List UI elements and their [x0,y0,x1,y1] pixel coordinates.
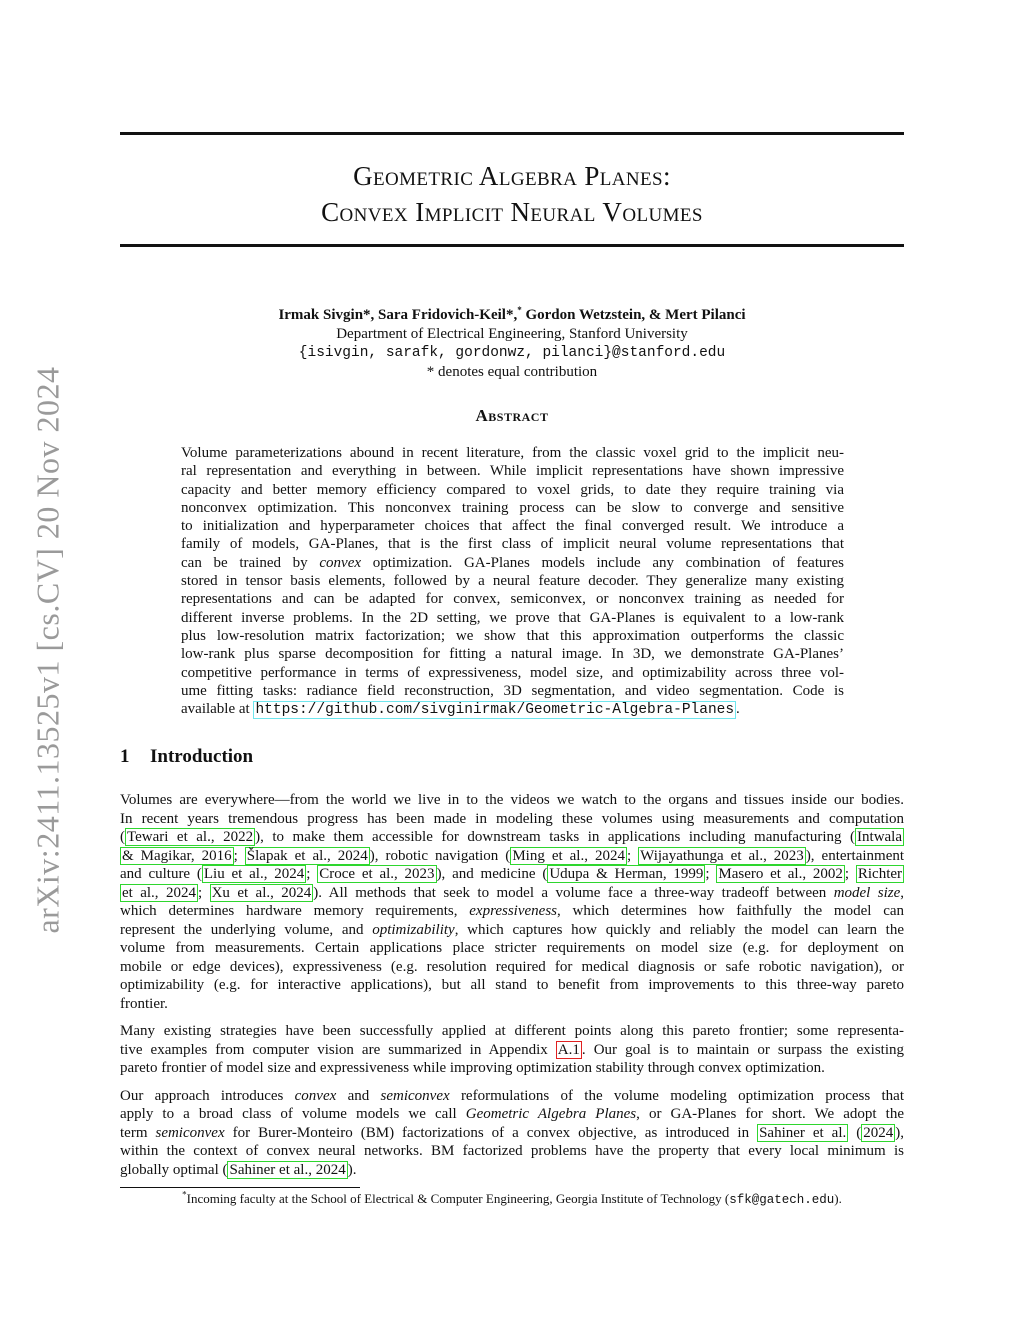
body-line: ( Tewari et al., 2022 ), to make them accessible for downstream tasks in applications including manufacturing ( Intwala [120,829,903,845]
footnote-text-end: ). [834,1191,842,1206]
abstract-line: ume fitting tasks: radiance field reconstruction, 3D segmentation, and video segmentation. Code is [181,682,844,699]
title-bottom-rule [120,244,904,247]
body-emphasis: optimizability [372,921,455,938]
citation-link[interactable]: Tewari et al., 2022 [127,829,254,845]
arxiv-identifier-stamp: arXiv:2411.13525v1 [cs.CV] 20 Nov 2024 [29,366,66,934]
body-line: and culture ( Liu et al., 2024 ; Croce et al., 2023 ), and medicine ( Udupa & Herman, 1999 ; Masero et al., 2002 ; Richter [120,866,903,882]
body-line: mobile or edge devices), expressiveness (e.g. resolution required for medical diagnosis or safe robotic navigation), or [120,958,904,975]
citation-link[interactable]: Ming et al., 2024 [512,847,625,864]
footnote-text: Incoming faculty at the School of Electrical & Computer Engineering, Georgia Institute of Technology ( [186,1191,730,1206]
title-line-2: Convex Implicit Neural Volumes [321,197,703,227]
abstract-text-fragment: . [736,701,740,718]
body-text-fragment: ). [347,1161,357,1178]
citation-link[interactable]: et al., 2024 [122,884,196,901]
body-line [120,1161,904,1180]
author-names-rest: Gordon Wetzstein, & Mert Pilanci [521,307,746,323]
body-text-fragment: , which determines how faithfully the model can [557,903,905,919]
citation-link[interactable]: Croce et al., 2023 [319,866,435,882]
body-line: Volumes are everywhere—from the world we live in to the videos we watch to the organs and tissues inside our bodies. [120,792,904,808]
body-text-fragment: apply to a broad class of volume models we call [120,1106,466,1122]
abstract-line: different inverse problems. In the 2D setting, we prove that GA-Planes is equivalent to a low-rank [181,609,844,626]
body-text-fragment: represent the underlying volume, and [120,921,373,938]
abstract-line: Volume parameterizations abound in recent literature, from the classic voxel grid to the implicit neu- [181,445,844,461]
citation-link[interactable]: Wijayathunga et al., 2023 [640,847,804,864]
citation-link[interactable]: Sahiner et al. [759,1124,847,1141]
body-text-fragment: , which captures how quickly and reliably the model can learn the [454,921,904,938]
body-emphasis: expressiveness [469,903,557,919]
abstract-text-fragment: available at [181,701,254,718]
body-line: In recent years tremendous progress has been made in modeling these volumes using measurements and computation [120,810,904,827]
email-domain: }@stanford.edu [603,345,726,361]
appendix-reference-link[interactable]: A.1 [557,1041,580,1058]
abstract-text-fragment: optimization. GA-Planes models include any combination of features [361,554,844,571]
section-title: Introduction [150,746,254,767]
body-line [120,921,904,940]
body-text-fragment: and culture ( [120,866,202,882]
body-line: pareto frontier of model size and expressiveness while improving optimization stability through convex optimization. [120,1060,825,1076]
section-heading-introduction [120,746,253,768]
body-text-fragment: ), and medicine ( [436,866,548,882]
body-text-fragment: term [120,1124,156,1141]
footnote-mark: * [182,1189,187,1200]
citation-link[interactable]: Sahiner et al., 2024 [229,1161,346,1178]
abstract-line: stored in tensor basis elements, followed by a neural feature decoder. They generalize many existing [181,573,844,590]
body-emphasis: semiconvex [155,1124,225,1141]
abstract-line [181,554,844,572]
abstract-line: competitive performance in terms of expressiveness, model size, and optimizability across three vol- [181,664,844,681]
abstract-line: representations and can be adapted for convex, semiconvex, or nonconvex training as needed for [181,591,844,608]
author-names-first: Irmak Sivgin*, Sara Fridovich-Keil*, [278,307,518,323]
body-text-fragment: ), robotic navigation ( [369,847,511,864]
abstract-line: ral representation and everything in between. While implicit representations have shown impressive [181,463,844,480]
body-line [120,1041,904,1060]
body-emphasis: model size [833,884,901,901]
abstract-line: low-rank plus sparse decomposition for fitting a natural image. In 3D, we demonstrate GA-Planes’ [181,646,844,663]
abstract-text [181,444,844,719]
body-text-fragment: . Our goal is to maintain or surpass the existing [581,1041,904,1058]
introduction-body [120,791,904,1188]
abstract-heading: Abstract [475,406,549,425]
body-line: optimizability (e.g. for interactive applications), but all stand to benefit from improvements to this three-way pareto [120,977,904,993]
paragraph-3 [120,1087,904,1180]
abstract-emphasis: convex [319,554,362,571]
citation-link[interactable]: Šlapak et al., 2024 [246,847,368,864]
body-text-fragment: tive examples from computer vision are summarized in Appendix [120,1041,556,1058]
body-line: within the context of convex neural networks. BM factorized problems have the property that every local minimum is [120,1143,904,1159]
citation-link[interactable]: Masero et al., 2002 [718,866,843,882]
author-names [120,306,904,325]
body-line: frontier. [120,995,168,1012]
body-line: Many existing strategies have been successfully applied at different points along this pareto frontier; some representa- [120,1023,904,1039]
citation-link[interactable]: 2024 [863,1124,894,1141]
abstract-line: to initialization and hyperparameter choices that affect the final converged result. We introduce a [181,518,844,535]
body-emphasis: semiconvex [380,1087,450,1104]
body-text-fragment: , or GA-Planes for short. We adopt the [636,1106,904,1122]
citation-link[interactable]: Intwala [857,829,903,845]
equal-contribution-note: * denotes equal contribution [426,364,598,380]
body-emphasis: Geometric Algebra Planes [465,1106,637,1122]
affiliation: Department of Electrical Engineering, Stanford University [336,326,688,342]
paper-title [120,158,904,230]
body-text-fragment: for Burer-Monteiro (BM) factorizations of a convex objective, as introduced in [224,1124,758,1141]
abstract-line: nonconvex optimization. This nonconvex training process can be slow to converge and sensitive [181,499,844,516]
footnote-rule [120,1187,360,1188]
body-emphasis: convex [294,1087,337,1104]
body-line [120,1087,904,1106]
body-text-fragment: globally optimal ( [120,1161,228,1178]
body-text-fragment: ), entertainment [805,847,905,864]
body-line [120,902,904,921]
body-line: volume from measurements. Certain applications place stricter requirements on model size (e.g. for deployment on [120,940,904,956]
body-line: et al., 2024 ; Xu et al., 2024 ). All methods that seek to model a volume face a three-way tradeoff between model size, [122,884,905,901]
citation-link[interactable]: Liu et al., 2024 [203,866,305,882]
code-repository-link[interactable]: https://github.com/sivginirmak/Geometric-Algebra-Planes [255,702,735,719]
body-line: term semiconvex for Burer-Monteiro (BM) factorizations of a convex objective, as introduced in Sahiner et al. ( 2024 ), [120,1124,904,1141]
email-brace-open: { [298,345,308,361]
footnote-mark: * [517,305,522,315]
body-line: & Magikar, 2016 ; Šlapak et al., 2024 ), robotic navigation ( Ming et al., 2024 ; Wijayathunga et al., 2023 ), entertainment [122,847,905,864]
author-emails [120,344,904,363]
body-text-fragment: ). All methods that seek to model a volume face a three-way tradeoff between [313,884,834,901]
body-text-fragment: Our approach introduces [120,1087,295,1104]
body-text-fragment: reformulations of the volume modeling optimization process that [449,1087,904,1104]
citation-link[interactable]: Xu et al., 2024 [211,884,312,901]
body-text-fragment: and [336,1087,381,1104]
title-line-1: Geometric Algebra Planes: [353,161,671,191]
body-text-fragment: which determines hardware memory requirements, [120,903,470,919]
citation-link[interactable]: Udupa & Herman, 1999 [549,866,704,882]
abstract-line: family of models, GA-Planes, that is the first class of implicit neural volume representations that [181,536,844,553]
citation-link[interactable]: Richter [857,866,903,882]
author-block [120,306,904,382]
body-line [120,1105,904,1124]
paragraph-2 [120,1022,904,1078]
body-text-fragment: ), to make them accessible for downstream tasks in applications including manufacturing ( [255,829,856,845]
body-text-fragment: , [900,884,905,901]
title-top-rule [120,132,904,135]
email-users: isivgin, sarafk, gordonwz, pilanci [307,345,604,361]
paragraph-1 [120,791,904,1013]
abstract-line: plus low-resolution matrix factorization; we show that this approximation outperforms the classic [181,627,844,644]
footnote-email: sfk@gatech.edu [729,1193,835,1207]
citation-link[interactable]: & Magikar, 2016 [122,847,232,864]
abstract-line: capacity and better memory efficiency compared to voxel grids, to date they require training via [181,481,844,498]
footnote [120,1191,904,1208]
abstract-text-fragment: can be trained by [181,554,320,571]
section-number: 1 [120,746,130,767]
abstract-line [181,700,844,719]
